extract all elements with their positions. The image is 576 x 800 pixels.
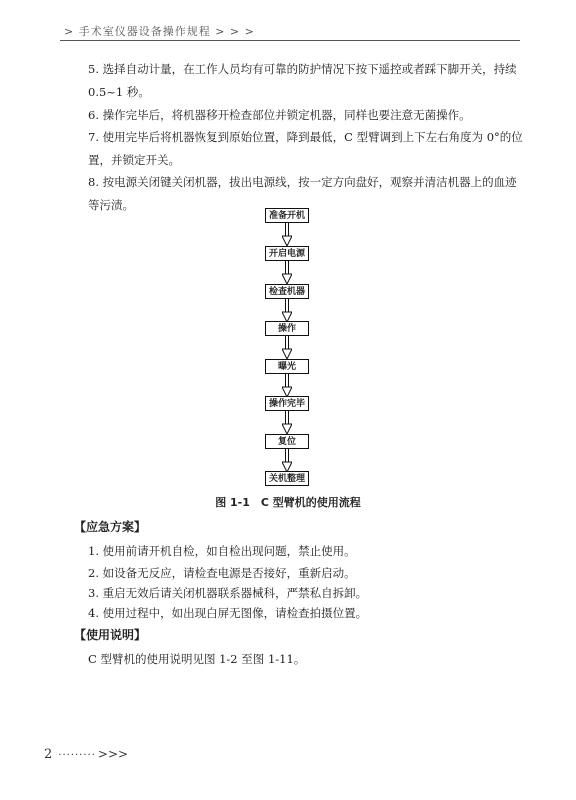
flow-node-5: 曝光 bbox=[265, 359, 309, 374]
flow-node-6: 操作完毕 bbox=[265, 396, 309, 411]
step-8: 8. 按电源关闭键关闭机器，拔出电源线，按一定方向盘好，观察并清洁机器上的血迹等污渍。 bbox=[88, 175, 517, 212]
flow-node-4: 操作 bbox=[265, 321, 309, 336]
flow-arrow-3 bbox=[282, 299, 292, 322]
footer-dots: ········· bbox=[58, 750, 96, 761]
flow-arrow-5 bbox=[282, 374, 292, 397]
emergency-item-1: 1. 使用前请开机自检，如自检出现问题，禁止使用。 bbox=[88, 544, 356, 558]
running-header bbox=[60, 20, 520, 41]
flow-arrow-2 bbox=[282, 261, 292, 284]
footer-arrows: >>> bbox=[97, 747, 129, 761]
step-6: 6. 操作完毕后，将机器移开检查部位并锁定机器，同样也要注意无菌操作。 bbox=[88, 108, 471, 122]
usage-heading: 【使用说明】 bbox=[74, 628, 147, 642]
flow-arrow-6 bbox=[282, 411, 292, 434]
flow-node-2: 开启电源 bbox=[265, 246, 309, 261]
page-number: 2 bbox=[44, 747, 53, 762]
flow-arrow-1 bbox=[282, 223, 292, 246]
emergency-item-3: 3. 重启无效后请关闭机器联系器械科，严禁私自拆卸。 bbox=[88, 586, 368, 600]
step-7: 7. 使用完毕后将机器恢复到原始位置，降到最低，C 型臂调到上下左右角度为 0°的位置，并锁定开关。 bbox=[88, 130, 523, 167]
step-5: 5. 选择自动计量，在工作人员均有可靠的防护情况下按下遥控或者踩下脚开关，持续 0.5~1 秒。 bbox=[88, 62, 517, 99]
flow-arrow-4 bbox=[282, 336, 292, 359]
figure-caption: 图 1-1 C 型臂机的使用流程 bbox=[215, 496, 361, 509]
page-footer bbox=[44, 747, 128, 762]
emergency-heading: 【应急方案】 bbox=[74, 520, 147, 534]
flow-node-7: 复位 bbox=[265, 434, 309, 449]
flow-node-1: 准备开机 bbox=[265, 208, 309, 223]
emergency-item-4: 4. 使用过程中，如出现白屏无图像，请检查拍摄位置。 bbox=[88, 606, 368, 620]
usage-text: C 型臂机的使用说明见图 1-2 至图 1-11。 bbox=[88, 652, 306, 666]
flow-arrow-7 bbox=[282, 449, 292, 472]
flow-node-8: 关机整理 bbox=[265, 471, 309, 486]
emergency-item-2: 2. 如设备无反应，请检查电源是否接好，重新启动。 bbox=[88, 566, 356, 580]
flow-node-3: 检查机器 bbox=[265, 284, 309, 299]
header-title: > 手术室仪器设备操作规程 > > > bbox=[64, 25, 255, 38]
